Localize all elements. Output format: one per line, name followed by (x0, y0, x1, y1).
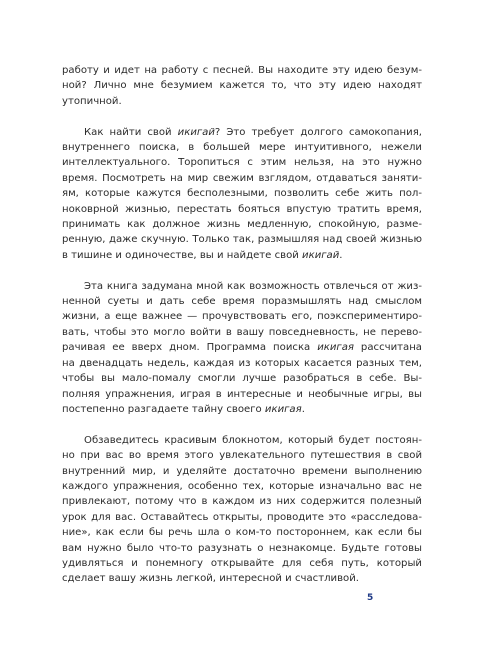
text-line: урок для вас. Оставайтесь открыты, проводите это «расследова- (62, 511, 422, 523)
text-line: ние», как если бы речь шла о ком-то постороннем, как если бы (62, 527, 422, 539)
text-line: чтобы вы мало-помалу смогли лучше разобраться в себе. Вы- (62, 373, 422, 385)
text-line: сделает вашу жизнь легкой, интересной и счастливой. (62, 573, 359, 585)
text-line: вать, чтобы это могло войти в вашу повседневность, не перево- (62, 326, 422, 338)
text-line: утопичной. (62, 95, 122, 107)
text-line: принимать как должное жизнь медленную, спокойную, разме- (62, 219, 422, 231)
paragraph (62, 433, 422, 587)
text-line: рачивая ее вверх дном. Программа поиска икигая рассчитана (62, 342, 422, 354)
paragraph (62, 125, 422, 264)
text-line: ной? Лично мне безумием кажется то, что эту идею находят (62, 80, 422, 92)
text-line: ненной суеты и дать себе время поразмышлять над смыслом (62, 296, 422, 308)
text-line: в тишине и одиночестве, вы и найдете свой икигай. (62, 249, 343, 261)
text-line: но при вас во время этого увлекательного путешествия в свой (62, 450, 422, 462)
text-line: ноковрной жизнью, перестать бояться впустую тратить время, (62, 203, 422, 215)
paragraph (62, 63, 422, 109)
text-line: Обзаведитесь красивым блокнотом, который будет постоян- (84, 434, 422, 446)
text-line: время. Посмотреть на мир свежим взглядом, отдаваться заняти- (62, 172, 422, 184)
body-text (62, 63, 422, 602)
text-line: на двенадцать недель, каждая из которых касается разных тем, (62, 357, 422, 369)
paragraph (62, 279, 422, 418)
text-line: вам нужно было что-то разузнать о незнакомце. Будьте готовы (62, 542, 422, 554)
text-line: каждого упражнения, особенно тех, которые изначально вас не (62, 480, 422, 492)
text-line: работу и идет на работу с песней. Вы находите эту идею безум- (62, 65, 422, 76)
text-line: постепенно разгадаете тайну своего икигая. (62, 403, 305, 415)
page-number: 5 (367, 593, 374, 603)
text-line: полняя упражнения, играя в интересные и необычные игры, вы (62, 388, 422, 400)
text-line: ям, которые кажутся бесполезными, позволить себе жить пол- (62, 188, 422, 200)
text-line: интеллектуального. Торопиться с этим нельзя, на это нужно (62, 157, 422, 169)
text-line: ренную, даже скучную. Только так, размышляя над своей жизнью (62, 234, 422, 246)
text-line: Как найти свой икигай? Это требует долгого самокопания, (84, 126, 422, 138)
text-line: внутреннего поиска, в большей мере интуитивного, нежели (62, 142, 422, 154)
text-line: внутренний мир, и уделяйте достаточно времени выполнению (62, 465, 422, 477)
text-line: Эта книга задумана мной как возможность отвлечься от жиз- (84, 280, 422, 292)
text-line: привлекают, потому что в каждом из них содержится полезный (62, 496, 422, 508)
text-line: удивляться и понемногу открывайте для себя путь, который (62, 557, 422, 569)
text-line: жизни, а еще важнее — прочувствовать его, поэкспериментиро- (62, 311, 422, 323)
